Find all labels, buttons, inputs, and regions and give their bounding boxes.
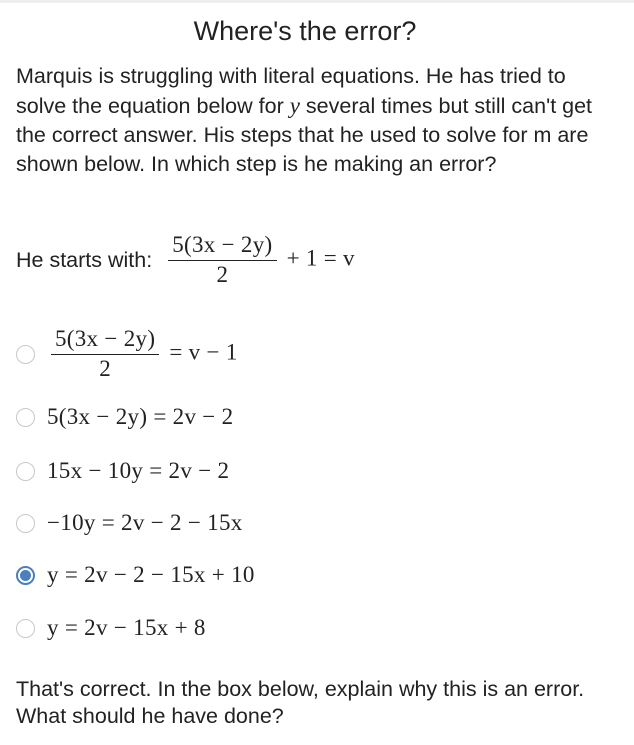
option-label: y = 2v − 15x + 8 bbox=[47, 615, 206, 640]
option-label: 15x − 10y = 2v − 2 bbox=[47, 458, 230, 483]
prompt-variable: y bbox=[289, 93, 300, 118]
question-title: Where's the error? bbox=[193, 16, 417, 46]
option-label: −10y = 2v − 2 − 15x bbox=[47, 510, 243, 535]
radio-button[interactable] bbox=[16, 408, 35, 427]
equation-rest: + 1 = v bbox=[286, 245, 355, 271]
option-math bbox=[47, 326, 238, 382]
top-divider bbox=[0, 0, 634, 3]
answer-option-2[interactable] bbox=[16, 404, 233, 430]
answer-option-3[interactable] bbox=[16, 458, 229, 484]
equation-rest: = v − 1 bbox=[169, 339, 238, 365]
radio-button[interactable] bbox=[16, 566, 35, 585]
prompt-text-part2: several times but still can't get the correct answer. His steps that he used to solve for m are shown below. In which step is he making an error? bbox=[16, 94, 593, 176]
option-label: y = 2v − 2 − 15x + 10 bbox=[47, 562, 255, 587]
starting-equation-math bbox=[164, 232, 355, 288]
radio-button[interactable] bbox=[16, 619, 35, 638]
starts-with-label: He starts with: bbox=[16, 247, 153, 272]
option-label: 5(3x − 2y) = 2v − 2 bbox=[47, 404, 234, 429]
fraction-numerator: 5(3x − 2y) bbox=[168, 232, 276, 261]
fraction-denominator: 2 bbox=[99, 356, 112, 381]
fraction-denominator: 2 bbox=[216, 262, 229, 287]
starting-fraction bbox=[168, 232, 276, 288]
feedback-text: That's correct. In the box below, explain why this is an error. What should he have done? bbox=[16, 677, 585, 728]
answer-option-1[interactable] bbox=[16, 326, 238, 382]
question-prompt bbox=[16, 62, 616, 179]
answer-option-4[interactable] bbox=[16, 510, 243, 536]
fraction-numerator: 5(3x − 2y) bbox=[51, 326, 159, 355]
answer-option-5[interactable] bbox=[16, 562, 255, 588]
radio-button[interactable] bbox=[16, 514, 35, 533]
starting-equation bbox=[16, 232, 355, 288]
prompt-text-part1: Marquis is struggling with literal equations. He has tried to solve the equation below for bbox=[16, 64, 566, 118]
option-fraction bbox=[51, 326, 159, 382]
radio-button[interactable] bbox=[16, 462, 35, 481]
radio-button[interactable] bbox=[16, 345, 35, 364]
answer-option-6[interactable] bbox=[16, 615, 206, 641]
